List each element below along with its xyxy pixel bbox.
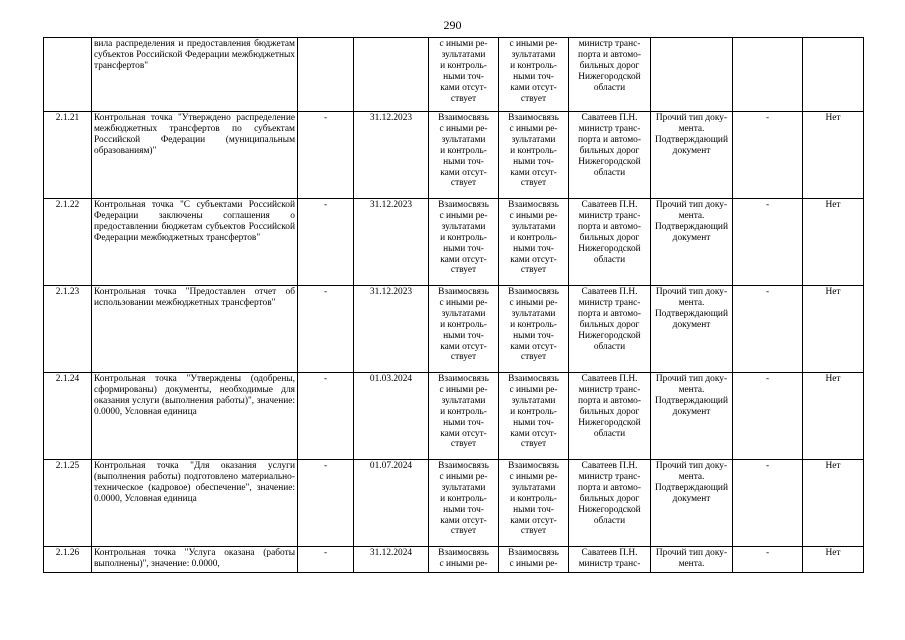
cell-line: Взаимосвязь (438, 548, 489, 558)
row-number: 2.1.25 (44, 460, 92, 547)
gis-flag: Нет (803, 460, 864, 547)
row-number: 2.1.26 (44, 547, 92, 573)
row-number: 2.1.23 (44, 286, 92, 373)
cell-line: ствует (450, 178, 477, 189)
cell-line: с иными ре- (439, 471, 488, 482)
cell-line: ствует (520, 352, 547, 363)
cell-line: области (593, 167, 626, 178)
cell-line: Подтверждающий (655, 482, 728, 493)
cell-line: министр транс- (578, 210, 641, 221)
cell-line: ками отсут- (510, 167, 557, 178)
prior-point: - (298, 460, 354, 547)
cell-line: ствует (520, 526, 547, 537)
cell-line: Саватеев П.Н. (581, 374, 638, 384)
cell-line: Взаимосвязь (438, 374, 489, 384)
responsible-person (569, 38, 651, 112)
cell-line: ками отсут- (510, 515, 557, 526)
link-predecessors (429, 286, 499, 373)
cell-line: министр транс- (578, 39, 641, 49)
cell-line: и контроль- (510, 232, 557, 243)
control-point-description: Контрольная точка "Для оказания услуги (выполнения работы) подготовлено материально-техническое (кадровое) обеспечение", значение: 0.0000, Условная единица (92, 460, 298, 547)
cell-line: ными точ- (443, 156, 484, 167)
cell-line: с иными ре- (439, 297, 488, 308)
info-system: - (733, 112, 803, 199)
info-system: - (733, 286, 803, 373)
gis-flag: Нет (803, 199, 864, 286)
cell-line: мента. (678, 471, 705, 482)
row-number (44, 38, 92, 112)
cell-line: ками отсут- (510, 428, 557, 439)
cell-line: порта и автомо- (578, 49, 641, 60)
prior-point: - (298, 373, 354, 460)
cell-line: порта и автомо- (578, 308, 641, 319)
cell-line: зультатами (511, 49, 556, 60)
deadline-date: 31.12.2023 (354, 286, 429, 373)
link-predecessors (429, 112, 499, 199)
link-successors (499, 460, 569, 547)
cell-line: с иными ре- (439, 384, 488, 395)
cell-line: документ (672, 145, 711, 156)
cell-line: документ (672, 232, 711, 243)
gis-flag: Нет (803, 286, 864, 373)
cell-line: Нижегородской (578, 243, 641, 254)
gis-flag (803, 38, 864, 112)
cell-line: и контроль- (440, 232, 487, 243)
document-type (651, 547, 733, 573)
cell-line: ными точ- (443, 417, 484, 428)
cell-line: зультатами (511, 221, 556, 232)
cell-line: ками отсут- (440, 341, 487, 352)
cell-line: Взаимосвязь (508, 200, 559, 210)
document-type (651, 373, 733, 460)
control-point-description: Контрольная точка "Услуга оказана (работы выполнены)", значение: 0.0000, (92, 547, 298, 573)
link-predecessors (429, 199, 499, 286)
cell-line: Взаимосвязь (508, 287, 559, 297)
cell-line: документ (672, 493, 711, 504)
cell-line: ными точ- (513, 330, 554, 341)
cell-line: ствует (520, 178, 547, 189)
cell-line: с иными ре- (509, 558, 558, 569)
prior-point: - (298, 286, 354, 373)
cell-line: порта и автомо- (578, 221, 641, 232)
cell-line: мента. (678, 297, 705, 308)
cell-line: мента. (678, 384, 705, 395)
link-predecessors (429, 547, 499, 573)
cell-line: Нижегородской (578, 330, 641, 341)
cell-line: Прочий тип доку- (655, 374, 728, 384)
deadline-date (354, 38, 429, 112)
info-system: - (733, 199, 803, 286)
cell-line: ствует (450, 439, 477, 450)
cell-line: Прочий тип доку- (655, 200, 728, 210)
cell-line: министр транс- (578, 297, 641, 308)
responsible-person (569, 199, 651, 286)
cell-line: ными точ- (513, 504, 554, 515)
table-row (44, 286, 864, 373)
cell-line: ными точ- (443, 71, 484, 82)
page-number: 290 (443, 18, 462, 32)
cell-line: ками отсут- (510, 341, 557, 352)
cell-line: Прочий тип доку- (655, 113, 728, 123)
cell-line: Нижегородской (578, 71, 641, 82)
cell-line: зультатами (511, 395, 556, 406)
cell-line: мента. (678, 558, 705, 569)
cell-line: документ (672, 406, 711, 417)
cell-line: Взаимосвязь (438, 461, 489, 471)
cell-line: бильных дорог (579, 493, 640, 504)
cell-line: с иными ре- (509, 384, 558, 395)
cell-line: документ (672, 319, 711, 330)
cell-line: зультатами (441, 308, 486, 319)
link-predecessors (429, 460, 499, 547)
cell-line: мента. (678, 123, 705, 134)
cell-line: ствует (450, 265, 477, 276)
cell-line: области (593, 341, 626, 352)
cell-line: Подтверждающий (655, 134, 728, 145)
cell-line: и контроль- (440, 145, 487, 156)
cell-line: зультатами (511, 308, 556, 319)
cell-line: ками отсут- (440, 428, 487, 439)
cell-line: Взаимосвязь (438, 113, 489, 123)
cell-line: с иными ре- (509, 39, 558, 49)
cell-line: Взаимосвязь (508, 113, 559, 123)
cell-line: Подтверждающий (655, 395, 728, 406)
responsible-person (569, 373, 651, 460)
cell-line: зультатами (441, 482, 486, 493)
cell-line: области (593, 82, 626, 93)
cell-line: мента. (678, 210, 705, 221)
cell-line: Взаимосвязь (438, 200, 489, 210)
cell-line: порта и автомо- (578, 134, 641, 145)
cell-line: и контроль- (510, 60, 557, 71)
cell-line: Прочий тип доку- (655, 461, 728, 471)
cell-line: министр транс- (578, 384, 641, 395)
info-system: - (733, 460, 803, 547)
deadline-date: 01.07.2024 (354, 460, 429, 547)
responsible-person (569, 547, 651, 573)
cell-line: ными точ- (443, 243, 484, 254)
link-successors (499, 199, 569, 286)
cell-line: и контроль- (440, 493, 487, 504)
cell-line: с иными ре- (509, 471, 558, 482)
cell-line: ными точ- (443, 330, 484, 341)
cell-line: и контроль- (510, 493, 557, 504)
cell-line: Прочий тип доку- (655, 548, 728, 558)
cell-line: ными точ- (513, 243, 554, 254)
control-point-description: Контрольная точка "Предоставлен отчет об использовании межбюджетных трансфертов" (92, 286, 298, 373)
document-type (651, 460, 733, 547)
cell-line: ными точ- (513, 71, 554, 82)
cell-line: области (593, 254, 626, 265)
control-point-description: Контрольная точка "С субъектами Российской Федерации заключены соглашения о предоставлении бюджетам субъектов Российской Федерации межбюджетных трансфертов" (92, 199, 298, 286)
info-system (733, 38, 803, 112)
cell-line: и контроль- (510, 406, 557, 417)
table-row (44, 199, 864, 286)
cell-line: зультатами (441, 134, 486, 145)
cell-line: Подтверждающий (655, 308, 728, 319)
cell-line: ными точ- (443, 504, 484, 515)
deadline-date: 31.12.2024 (354, 547, 429, 573)
cell-line: министр транс- (578, 123, 641, 134)
table-row (44, 373, 864, 460)
cell-line: Взаимосвязь (508, 461, 559, 471)
cell-line: ствует (520, 265, 547, 276)
link-successors (499, 38, 569, 112)
document-type (651, 199, 733, 286)
cell-line: Прочий тип доку- (655, 287, 728, 297)
cell-line: зультатами (511, 482, 556, 493)
cell-line: Саватеев П.Н. (581, 200, 638, 210)
cell-line: ствует (450, 93, 477, 104)
cell-line: и контроль- (440, 319, 487, 330)
cell-line: Саватеев П.Н. (581, 548, 638, 558)
deadline-date: 01.03.2024 (354, 373, 429, 460)
cell-line: с иными ре- (439, 123, 488, 134)
cell-line: министр транс- (578, 558, 641, 569)
cell-line: ствует (450, 352, 477, 363)
prior-point: - (298, 112, 354, 199)
cell-line: Взаимосвязь (508, 374, 559, 384)
cell-line: порта и автомо- (578, 482, 641, 493)
link-successors (499, 547, 569, 573)
cell-line: Нижегородской (578, 417, 641, 428)
cell-line: ками отсут- (440, 82, 487, 93)
link-successors (499, 286, 569, 373)
cell-line: области (593, 515, 626, 526)
cell-line: Взаимосвязь (508, 548, 559, 558)
cell-line: ками отсут- (440, 515, 487, 526)
cell-line: с иными ре- (509, 297, 558, 308)
cell-line: и контроль- (440, 406, 487, 417)
info-system: - (733, 547, 803, 573)
gis-flag: Нет (803, 373, 864, 460)
cell-line: с иными ре- (439, 558, 488, 569)
row-number: 2.1.22 (44, 199, 92, 286)
cell-line: бильных дорог (579, 60, 640, 71)
table-row (44, 460, 864, 547)
cell-line: и контроль- (440, 60, 487, 71)
cell-line: бильных дорог (579, 145, 640, 156)
prior-point: - (298, 547, 354, 573)
cell-line: ками отсут- (510, 254, 557, 265)
gis-flag: Нет (803, 547, 864, 573)
cell-line: зультатами (441, 221, 486, 232)
document-type (651, 112, 733, 199)
prior-point: - (298, 199, 354, 286)
cell-line: бильных дорог (579, 232, 640, 243)
table-row (44, 547, 864, 573)
table-row (44, 112, 864, 199)
link-successors (499, 112, 569, 199)
document-type (651, 286, 733, 373)
row-number: 2.1.24 (44, 373, 92, 460)
cell-line: зультатами (511, 134, 556, 145)
cell-line: Саватеев П.Н. (581, 287, 638, 297)
responsible-person (569, 112, 651, 199)
responsible-person (569, 286, 651, 373)
cell-line: бильных дорог (579, 319, 640, 330)
gis-flag: Нет (803, 112, 864, 199)
responsible-person (569, 460, 651, 547)
control-point-description: вила распределения и предоставления бюджетам субъектов Российской Федерации межбюджетных трансфертов" (92, 38, 298, 112)
control-point-description: Контрольная точка "Утверждены (одобрены, сформированы) документы, необходимые для оказания услуги (выполнения работы)", значение: 0.0000, Условная единица (92, 373, 298, 460)
cell-line: бильных дорог (579, 406, 640, 417)
row-number: 2.1.21 (44, 112, 92, 199)
control-point-description: Контрольная точка "Утверждено распределение межбюджетных трансфертов по субъектам Российской Федерации (муниципальным образованиям)" (92, 112, 298, 199)
table-body (44, 38, 864, 573)
cell-line: Взаимосвязь (438, 287, 489, 297)
cell-line: ками отсут- (440, 167, 487, 178)
prior-point (298, 38, 354, 112)
link-predecessors (429, 373, 499, 460)
cell-line: с иными ре- (509, 123, 558, 134)
cell-line: с иными ре- (439, 39, 488, 49)
deadline-date: 31.12.2023 (354, 112, 429, 199)
cell-line: и контроль- (510, 319, 557, 330)
table-row (44, 38, 864, 112)
cell-line: Нижегородской (578, 504, 641, 515)
link-successors (499, 373, 569, 460)
control-points-table (43, 37, 864, 573)
cell-line: области (593, 428, 626, 439)
cell-line: с иными ре- (509, 210, 558, 221)
cell-line: Подтверждающий (655, 221, 728, 232)
document-type (651, 38, 733, 112)
cell-line: ствует (450, 526, 477, 537)
cell-line: ствует (520, 439, 547, 450)
cell-line: порта и автомо- (578, 395, 641, 406)
cell-line: министр транс- (578, 471, 641, 482)
cell-line: Нижегородской (578, 156, 641, 167)
info-system: - (733, 373, 803, 460)
cell-line: ками отсут- (510, 82, 557, 93)
cell-line: с иными ре- (439, 210, 488, 221)
deadline-date: 31.12.2023 (354, 199, 429, 286)
cell-line: ными точ- (513, 156, 554, 167)
cell-line: Саватеев П.Н. (581, 461, 638, 471)
cell-line: Саватеев П.Н. (581, 113, 638, 123)
cell-line: и контроль- (510, 145, 557, 156)
cell-line: ными точ- (513, 417, 554, 428)
link-predecessors (429, 38, 499, 112)
cell-line: ствует (520, 93, 547, 104)
cell-line: зультатами (441, 395, 486, 406)
cell-line: ками отсут- (440, 254, 487, 265)
cell-line: зультатами (441, 49, 486, 60)
